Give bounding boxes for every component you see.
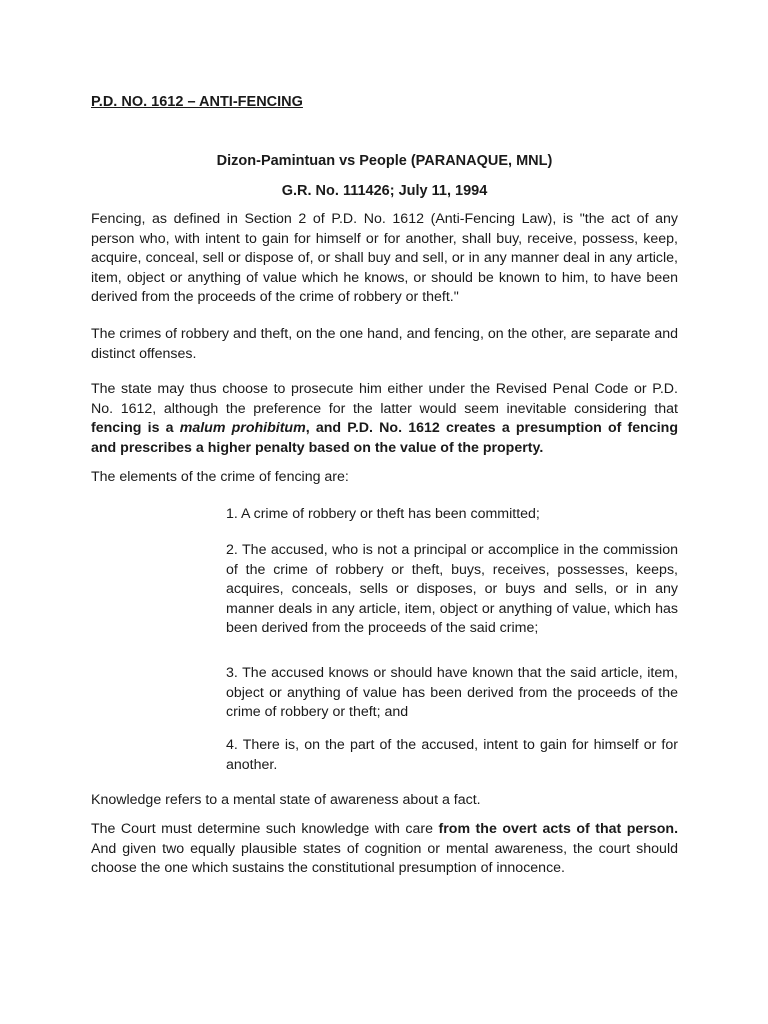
court-text-1: The Court must determine such knowledge with care [91,821,439,837]
court-text-2: And given two equally plausible states of cognition or mental awareness, the court should choose the one which sustains the constitutional presumption of innocence. [91,840,678,876]
element-item-2: 2. The accused, who is not a principal or accomplice in the commission of the crime of robbery or theft, buys, receives, possesses, keeps, acquires, conceals, sells or disposes, or buys and sells, or in any manner deals in any article, item, object or anything of value, which has been derived from the proceeds of the said crime; [226,542,678,636]
overt-acts-text: from the overt acts of that person. [438,821,679,837]
prosecution-paragraph [91,380,678,458]
element-item-4: 4. There is, on the part of the accused, intent to gain for himself or for another. [226,737,678,773]
definition-paragraph: Fencing, as defined in Section 2 of P.D. No. 1612 (Anti-Fencing Law), is "the act of any person who, with intent to gain for himself or for another, shall buy, receive, possess, keep, acquire, conceal, sell or dispose of, or shall buy and sell, or in any manner deal in any article, item, object or anything of value which he knows, or should be known to him, to have been derived from the proceeds of the crime of robbery or theft." [91,211,678,305]
prosecution-text: The state may thus choose to prosecute him either under the Revised Penal Code or P.D. No. 1612, although the preference for the latter would seem inevitable considering that [91,381,678,417]
document-heading: P.D. NO. 1612 – ANTI-FENCING [91,94,303,110]
court-paragraph [91,820,678,879]
elements-intro: The elements of the crime of fencing are: [91,469,349,485]
prosecution-bold-text [91,420,678,456]
case-title: Dizon-Pamintuan vs People (PARANAQUE, MNL) [216,153,553,169]
case-citation: G.R. No. 111426; July 11, 1994 [281,183,488,199]
separate-offenses-paragraph: The crimes of robbery and theft, on the one hand, and fencing, on the other, are separate and distinct offenses. [91,326,678,362]
malum-prohibitum-text: malum prohibitum [179,420,306,436]
knowledge-paragraph: Knowledge refers to a mental state of awareness about a fact. [91,792,481,808]
fencing-is-text: fencing is a [91,420,180,436]
element-item-1: 1. A crime of robbery or theft has been committed; [226,506,540,522]
element-item-3: 3. The accused knows or should have known that the said article, item, object or anything of value has been derived from the proceeds of the crime of robbery or theft; and [226,665,678,720]
presumption-text: , and P.D. No. 1612 creates a presumption of fencing and prescribes a higher penalty based on the value of the property. [91,420,678,456]
